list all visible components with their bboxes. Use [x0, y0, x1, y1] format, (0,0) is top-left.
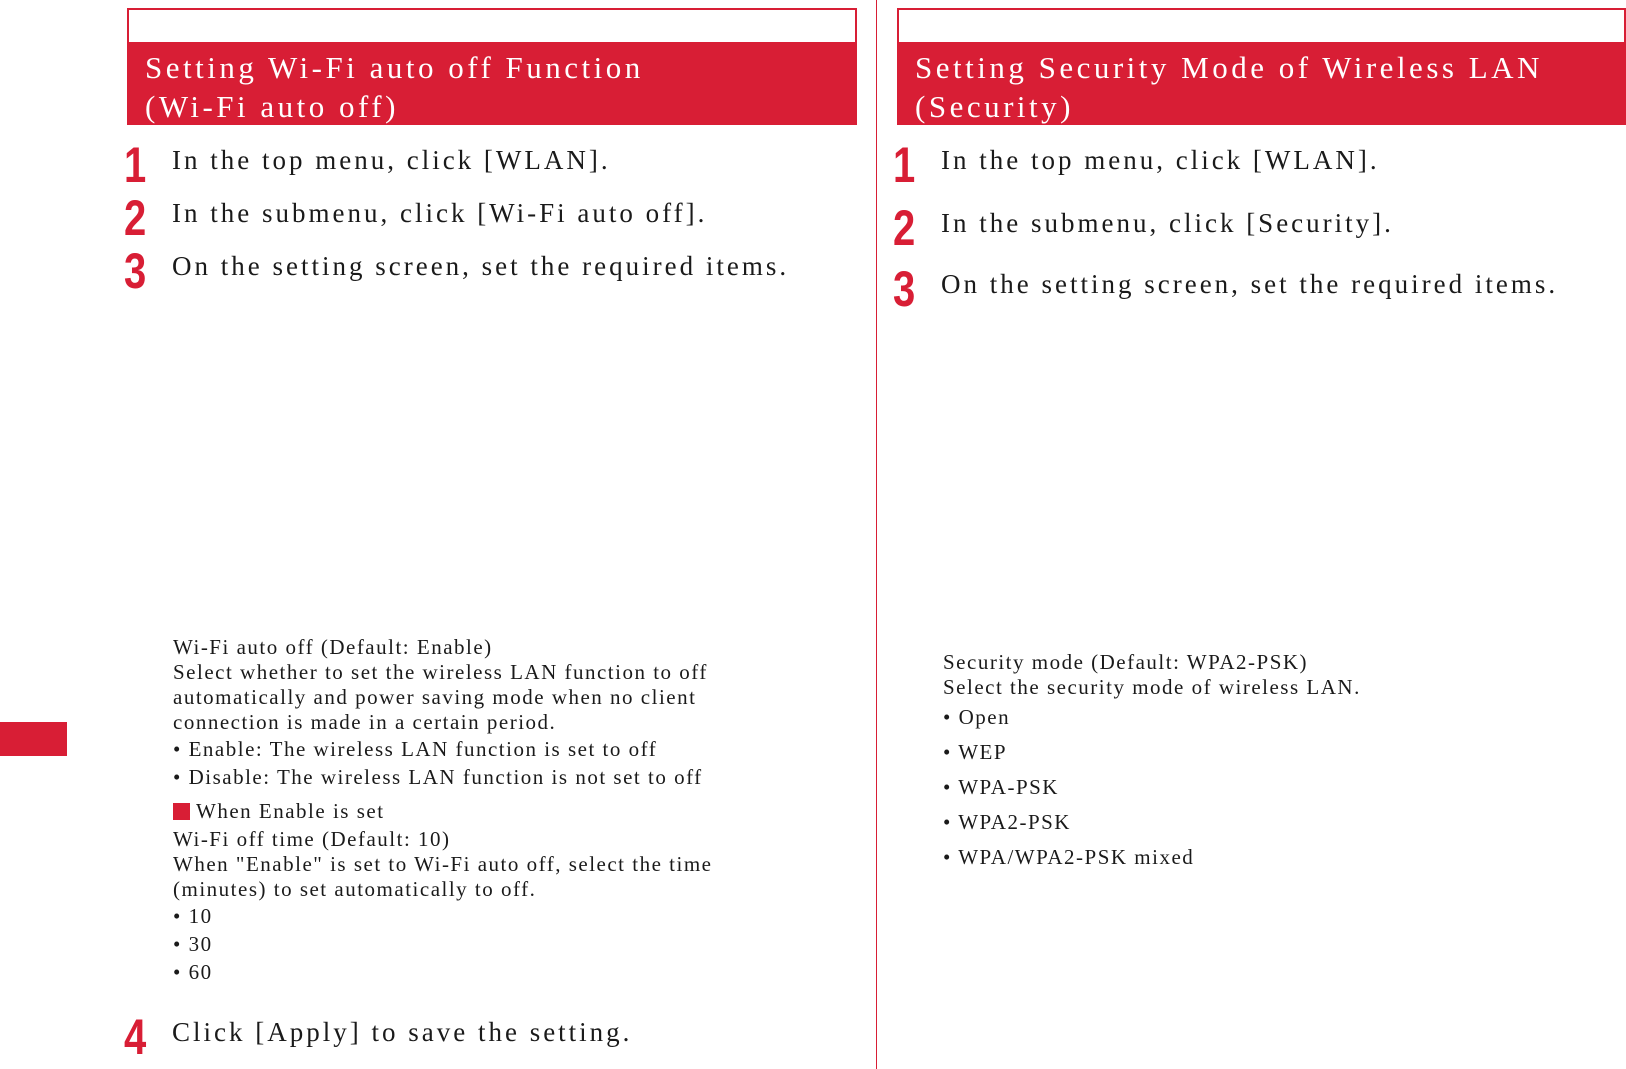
- step-number: 4: [124, 1009, 147, 1065]
- setting-name: Security mode (Default: WPA2-PSK): [943, 650, 1309, 674]
- option-item: • WEP: [943, 740, 1008, 764]
- left-step-4: [124, 1009, 633, 1065]
- step-number: 2: [893, 200, 916, 256]
- option-item: • Disable: The wireless LAN function is not set to off: [173, 765, 703, 789]
- step-text: In the top menu, click [WLAN].: [941, 145, 1380, 175]
- section-tab-marker: [0, 722, 67, 756]
- setting-desc-line: (minutes) to set automatically to off.: [173, 877, 537, 901]
- wifi-auto-off-description: [173, 635, 713, 986]
- wifi-auto-off-header: [127, 8, 857, 125]
- option-item: • WPA/WPA2-PSK mixed: [943, 845, 1195, 869]
- header-title-line2: (Security): [915, 89, 1074, 124]
- option-item: • 30: [173, 932, 213, 956]
- option-item: • WPA-PSK: [943, 775, 1059, 799]
- step-number: 2: [124, 190, 147, 246]
- setting-desc-line: Select whether to set the wireless LAN function to off: [173, 660, 708, 684]
- column-divider: [876, 0, 877, 1069]
- left-step-2: [124, 190, 708, 246]
- security-mode-description: [943, 650, 1361, 875]
- setting-desc-line: When "Enable" is set to Wi-Fi auto off, select the time: [173, 852, 713, 876]
- subheading: [173, 795, 713, 827]
- step-text: Click [Apply] to save the setting.: [172, 1017, 633, 1047]
- setting-name: Wi-Fi off time (Default: 10): [173, 827, 451, 851]
- right-step-3: [893, 261, 1559, 317]
- option-item: • WPA2-PSK: [943, 810, 1071, 834]
- setting-desc-line: Select the security mode of wireless LAN.: [943, 675, 1361, 699]
- option-item: • Open: [943, 705, 1011, 729]
- header-title-line2: (Wi-Fi auto off): [145, 89, 399, 124]
- step-number: 1: [893, 137, 916, 193]
- step-number: 1: [124, 137, 147, 193]
- option-item: • 10: [173, 904, 213, 928]
- option-item: • Enable: The wireless LAN function is set to off: [173, 737, 658, 761]
- setting-name: Wi-Fi auto off (Default: Enable): [173, 635, 493, 659]
- step-number: 3: [124, 243, 147, 299]
- subheading-text: When Enable is set: [196, 799, 385, 823]
- setting-desc-line: automatically and power saving mode when no client: [173, 685, 697, 709]
- step-text: On the setting screen, set the required items.: [941, 269, 1559, 299]
- step-text: In the top menu, click [WLAN].: [172, 145, 611, 175]
- step-text: In the submenu, click [Wi-Fi auto off].: [172, 198, 708, 228]
- square-bullet-icon: [173, 803, 190, 820]
- left-step-3: [124, 243, 790, 299]
- header-title-line1: Setting Wi-Fi auto off Function: [145, 50, 644, 85]
- setting-desc-line: connection is made in a certain period.: [173, 710, 557, 734]
- step-number: 3: [893, 261, 916, 317]
- option-item: • 60: [173, 960, 213, 984]
- security-mode-header: [897, 8, 1626, 125]
- header-title-line1: Setting Security Mode of Wireless LAN: [915, 50, 1543, 85]
- right-step-1: [893, 137, 1380, 193]
- header-band: [129, 42, 855, 123]
- right-step-2: [893, 200, 1394, 256]
- left-step-1: [124, 137, 611, 193]
- step-text: On the setting screen, set the required items.: [172, 251, 790, 281]
- header-band: [899, 42, 1624, 123]
- step-text: In the submenu, click [Security].: [941, 208, 1394, 238]
